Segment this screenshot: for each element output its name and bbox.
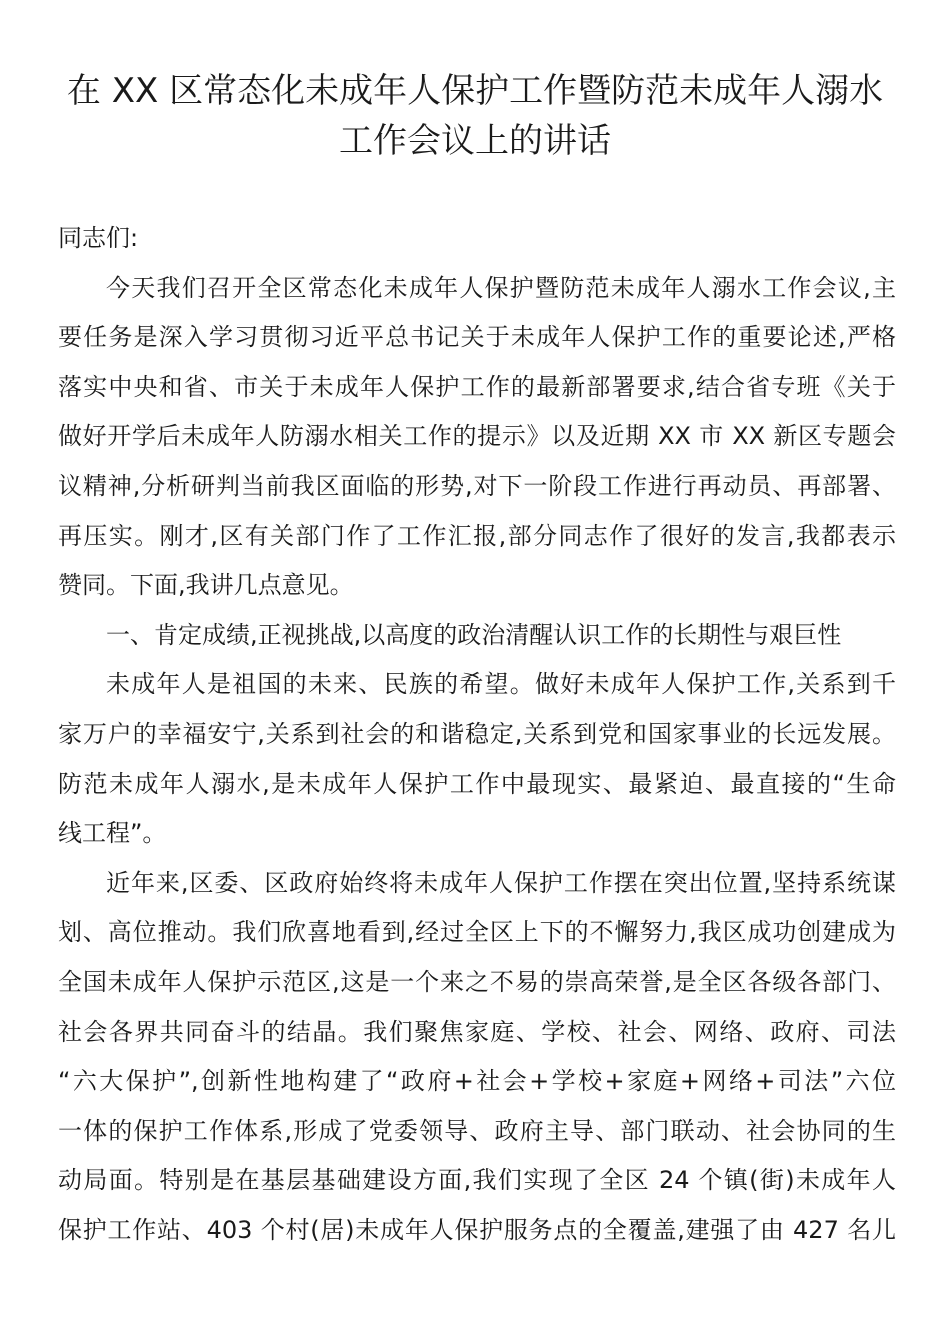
paragraph-line: 社会各界共同奋斗的结晶。我们聚焦家庭、学校、社会、网络、政府、司法 — [58, 1017, 896, 1046]
paragraph-line: 划、高位推动。我们欣喜地看到,经过全区上下的不懈努力,我区成功创建成为 — [58, 918, 896, 947]
paragraph-line: 线工程”。 — [58, 819, 167, 848]
paragraph-line: 家万户的幸福安宁,关系到社会的和谐稳定,关系到党和国家事业的长远发展。 — [58, 719, 896, 748]
document-body — [58, 214, 896, 1255]
paragraph-line: 再压实。刚才,区有关部门作了工作汇报,部分同志作了很好的发言,我都表示 — [58, 521, 896, 550]
paragraph-achievements — [58, 859, 896, 1256]
section-heading — [58, 611, 896, 661]
paragraph-line: “六大保护”,创新性地构建了“政府+社会+学校+家庭+网络+司法”六位 — [58, 1067, 896, 1096]
paragraph-line: 一体的保护工作体系,形成了党委领导、政府主导、部门联动、社会协同的生 — [58, 1116, 896, 1145]
salutation: 同志们: — [58, 224, 139, 252]
paragraph-intro — [58, 264, 896, 611]
paragraph-line: 落实中央和省、市关于未成年人保护工作的最新部署要求,结合省专班《关于 — [58, 372, 896, 401]
paragraph-line: 动局面。特别是在基层基础建设方面,我们实现了全区 24 个镇(街)未成年人 — [58, 1166, 896, 1195]
paragraph-line: 赞同。下面,我讲几点意见。 — [58, 571, 354, 600]
paragraph-line: 今天我们召开全区常态化未成年人保护暨防范未成年人溺水工作会议,主 — [106, 273, 896, 302]
paragraph-line: 近年来,区委、区政府始终将未成年人保护工作摆在突出位置,坚持系统谋 — [106, 868, 896, 897]
section-heading-text: 一、肯定成绩,正视挑战,以高度的政治清醒认识工作的长期性与艰巨性 — [106, 620, 842, 649]
paragraph-line: 议精神,分析研判当前我区面临的形势,对下一阶段工作进行再动员、再部署、 — [58, 471, 896, 500]
paragraph-significance — [58, 660, 896, 858]
paragraph-line: 做好开学后未成年人防溺水相关工作的提示》以及近期 XX 市 XX 新区专题会 — [58, 422, 896, 451]
paragraph-line: 保护工作站、403 个村(居)未成年人保护服务点的全覆盖,建强了由 427 名儿 — [58, 1215, 896, 1244]
paragraph-line: 全国未成年人保护示范区,这是一个来之不易的崇高荣誉,是全区各级各部门、 — [58, 967, 896, 996]
title-line: 在 XX 区常态化未成年人保护工作暨防范未成年人溺水 — [66, 71, 884, 111]
document-title — [40, 66, 910, 166]
paragraph-line: 未成年人是祖国的未来、民族的希望。做好未成年人保护工作,关系到千 — [106, 670, 896, 699]
title-line: 工作会议上的讲话 — [339, 121, 611, 161]
paragraph-line: 防范未成年人溺水,是未成年人保护工作中最现实、最紧迫、最直接的“生命 — [58, 769, 896, 798]
paragraph-line: 要任务是深入学习贯彻习近平总书记关于未成年人保护工作的重要论述,严格 — [58, 323, 896, 352]
